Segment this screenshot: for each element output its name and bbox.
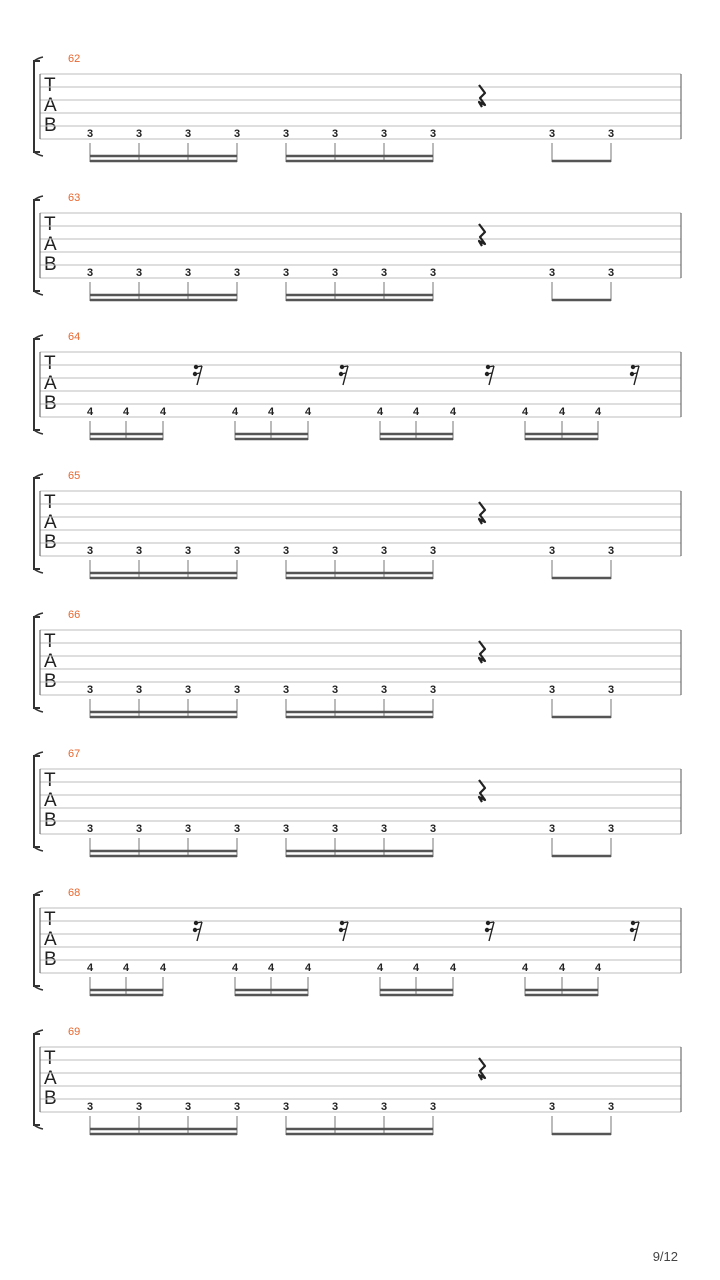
- tab-system: [0, 192, 720, 331]
- fret-number: 3: [331, 128, 339, 140]
- tab-clef-a: A: [44, 929, 57, 950]
- tab-clef-b: B: [44, 810, 57, 831]
- fret-number: 4: [122, 962, 130, 974]
- fret-number: 3: [607, 823, 615, 835]
- fret-number: 3: [233, 1101, 241, 1113]
- fret-number: 3: [233, 267, 241, 279]
- system-bracket: [34, 756, 40, 847]
- tab-clef-a: A: [44, 1068, 57, 1089]
- tab-system: [0, 887, 720, 1026]
- fret-number: 3: [184, 267, 192, 279]
- fret-number: 3: [548, 1101, 556, 1113]
- tab-clef-b: B: [44, 671, 57, 692]
- fret-number: 4: [159, 406, 167, 418]
- fret-number: 3: [380, 128, 388, 140]
- fret-number: 3: [233, 684, 241, 696]
- fret-number: 3: [184, 684, 192, 696]
- fret-number: 4: [86, 962, 94, 974]
- tab-clef-b: B: [44, 393, 57, 414]
- fret-number: 4: [231, 406, 239, 418]
- fret-number: 3: [135, 267, 143, 279]
- fret-number: 4: [521, 962, 529, 974]
- fret-number: 3: [184, 545, 192, 557]
- tab-system: [0, 470, 720, 609]
- fret-number: 3: [86, 267, 94, 279]
- system-bracket: [34, 1034, 40, 1125]
- fret-number: 3: [86, 1101, 94, 1113]
- fret-number: 3: [282, 267, 290, 279]
- fret-number: 4: [558, 406, 566, 418]
- system-bracket: [34, 617, 40, 708]
- measure-number: 62: [68, 53, 81, 65]
- measure-number: 65: [68, 470, 81, 482]
- tab-clef-a: A: [44, 651, 57, 672]
- fret-number: 3: [282, 684, 290, 696]
- system-bracket: [34, 895, 40, 986]
- tab-clef-t: T: [44, 75, 56, 96]
- fret-number: 4: [86, 406, 94, 418]
- fret-number: 4: [594, 406, 602, 418]
- quarter-rest: [479, 780, 485, 802]
- quarter-rest: [479, 1058, 485, 1080]
- measure-number: 68: [68, 887, 81, 899]
- fret-number: 3: [548, 545, 556, 557]
- fret-number: 3: [184, 823, 192, 835]
- fret-number: 4: [594, 962, 602, 974]
- tab-system: [0, 331, 720, 470]
- fret-number: 3: [607, 684, 615, 696]
- tab-clef-t: T: [44, 492, 56, 513]
- sixteenth-rest: [339, 365, 348, 385]
- tab-staff: [0, 192, 720, 331]
- tab-clef-b: B: [44, 115, 57, 136]
- system-bracket: [34, 61, 40, 152]
- system-bracket: [34, 200, 40, 291]
- sixteenth-rest: [630, 921, 639, 941]
- fret-number: 3: [607, 267, 615, 279]
- sixteenth-rest: [339, 921, 348, 941]
- quarter-rest: [479, 502, 485, 524]
- system-bracket: [34, 339, 40, 430]
- fret-number: 3: [548, 684, 556, 696]
- measure-number: 63: [68, 192, 81, 204]
- tab-clef-a: A: [44, 512, 57, 533]
- fret-number: 3: [429, 823, 437, 835]
- fret-number: 3: [380, 823, 388, 835]
- tab-clef-a: A: [44, 373, 57, 394]
- fret-number: 3: [429, 1101, 437, 1113]
- fret-number: 3: [429, 545, 437, 557]
- fret-number: 3: [86, 128, 94, 140]
- sixteenth-rest: [193, 365, 202, 385]
- fret-number: 4: [449, 406, 457, 418]
- fret-number: 3: [282, 545, 290, 557]
- fret-number: 4: [558, 962, 566, 974]
- fret-number: 3: [429, 684, 437, 696]
- sixteenth-rest: [485, 921, 494, 941]
- tab-clef-b: B: [44, 949, 57, 970]
- fret-number: 3: [233, 128, 241, 140]
- fret-number: 3: [548, 267, 556, 279]
- fret-number: 4: [412, 962, 420, 974]
- tab-staff: [0, 609, 720, 748]
- fret-number: 3: [86, 684, 94, 696]
- tab-clef-t: T: [44, 353, 56, 374]
- fret-number: 3: [86, 545, 94, 557]
- fret-number: 3: [607, 545, 615, 557]
- fret-number: 4: [267, 962, 275, 974]
- fret-number: 3: [380, 267, 388, 279]
- tab-clef-b: B: [44, 1088, 57, 1109]
- fret-number: 3: [282, 823, 290, 835]
- fret-number: 3: [233, 823, 241, 835]
- fret-number: 3: [380, 545, 388, 557]
- fret-number: 3: [135, 1101, 143, 1113]
- fret-number: 4: [412, 406, 420, 418]
- tab-clef-b: B: [44, 532, 57, 553]
- fret-number: 3: [331, 684, 339, 696]
- tab-system: [0, 53, 720, 192]
- tab-clef-a: A: [44, 95, 57, 116]
- quarter-rest: [479, 85, 485, 107]
- fret-number: 3: [282, 128, 290, 140]
- fret-number: 4: [521, 406, 529, 418]
- page-number: 9/12: [652, 1249, 678, 1264]
- fret-number: 3: [607, 1101, 615, 1113]
- tab-clef-t: T: [44, 631, 56, 652]
- sixteenth-rest: [630, 365, 639, 385]
- fret-number: 3: [429, 128, 437, 140]
- fret-number: 3: [184, 128, 192, 140]
- fret-number: 3: [135, 823, 143, 835]
- fret-number: 3: [282, 1101, 290, 1113]
- fret-number: 4: [267, 406, 275, 418]
- tab-staff: [0, 887, 720, 1026]
- fret-number: 4: [122, 406, 130, 418]
- tab-clef-t: T: [44, 1048, 56, 1069]
- fret-number: 3: [86, 823, 94, 835]
- fret-number: 3: [331, 267, 339, 279]
- fret-number: 3: [331, 545, 339, 557]
- fret-number: 3: [135, 684, 143, 696]
- quarter-rest: [479, 224, 485, 246]
- tab-clef-t: T: [44, 770, 56, 791]
- tab-clef-a: A: [44, 234, 57, 255]
- fret-number: 3: [548, 128, 556, 140]
- sixteenth-rest: [193, 921, 202, 941]
- tab-system: [0, 609, 720, 748]
- tab-staff: [0, 1026, 720, 1165]
- fret-number: 3: [331, 823, 339, 835]
- tab-staff: [0, 748, 720, 887]
- fret-number: 3: [548, 823, 556, 835]
- tab-clef-a: A: [44, 790, 57, 811]
- tab-system: [0, 1026, 720, 1165]
- tab-staff: [0, 331, 720, 470]
- measure-number: 66: [68, 609, 81, 621]
- measure-number: 67: [68, 748, 81, 760]
- fret-number: 4: [159, 962, 167, 974]
- measure-number: 64: [68, 331, 81, 343]
- fret-number: 4: [304, 962, 312, 974]
- fret-number: 3: [135, 545, 143, 557]
- fret-number: 4: [449, 962, 457, 974]
- fret-number: 3: [429, 267, 437, 279]
- quarter-rest: [479, 641, 485, 663]
- fret-number: 3: [184, 1101, 192, 1113]
- fret-number: 4: [376, 406, 384, 418]
- sixteenth-rest: [485, 365, 494, 385]
- tab-system: [0, 748, 720, 887]
- fret-number: 3: [380, 684, 388, 696]
- tab-clef-t: T: [44, 909, 56, 930]
- measure-number: 69: [68, 1026, 81, 1038]
- system-bracket: [34, 478, 40, 569]
- tab-clef-t: T: [44, 214, 56, 235]
- fret-number: 3: [233, 545, 241, 557]
- tab-staff: [0, 470, 720, 609]
- tab-staff: [0, 53, 720, 192]
- tab-clef-b: B: [44, 254, 57, 275]
- fret-number: 3: [380, 1101, 388, 1113]
- fret-number: 4: [231, 962, 239, 974]
- fret-number: 3: [135, 128, 143, 140]
- fret-number: 3: [331, 1101, 339, 1113]
- fret-number: 4: [304, 406, 312, 418]
- fret-number: 4: [376, 962, 384, 974]
- fret-number: 3: [607, 128, 615, 140]
